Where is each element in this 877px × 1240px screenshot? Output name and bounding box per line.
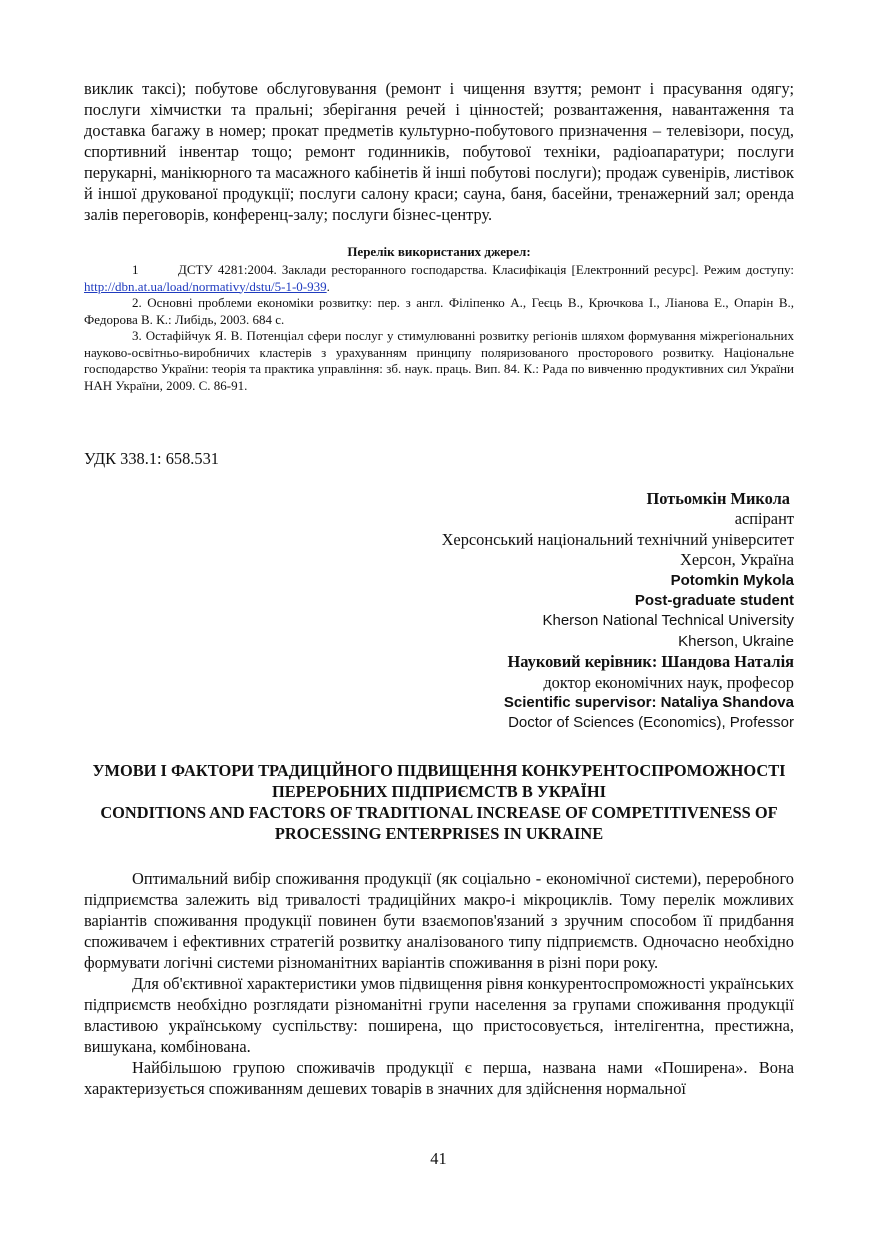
- author-position-en: Post-graduate student: [634, 592, 794, 610]
- reference-item-1: [84, 262, 794, 295]
- document-page: [84, 78, 794, 1099]
- body-paragraph: Найбільшою групою споживачів продукції є перша, названа нами «Поширена». Вона характеризується споживанням дешевих товарів в значних для здійснення нормальної: [84, 1057, 794, 1098]
- reference-item-3: 3. Остафійчук Я. В. Потенціал сфери послуг у стимулюванні розвитку регіонів шляхом формування міжрегіональних науково-освітньо-виробничих кластерів з урахуванням принципу поляризованого просторового розвитку. Національне господарство України: теорія та практика управління: зб. наук. праць. Вип. 84. К.: Рада по вивченню продуктивних сил України НАН України, 2009. С. 86-91.: [84, 328, 794, 393]
- reference-number: 1: [132, 262, 139, 277]
- author-city-ua: Херсон, Україна: [680, 550, 794, 570]
- supervisor-label-ua: Науковий керівник: Шандова Наталія: [507, 652, 794, 672]
- article-title-ua: УМОВИ І ФАКТОРИ ТРАДИЦІЙНОГО ПІДВИЩЕННЯ КОНКУРЕНТОСПРОМОЖНОСТІ ПЕРЕРОБНИХ ПІДПРИЄМСТВ В УКРАЇНІ: [92, 760, 786, 801]
- article-title-en: CONDITIONS AND FACTORS OF TRADITIONAL INCREASE OF COMPETITIVENESS OF PROCESSING ENTERPRISES IN UKRAINE: [100, 802, 778, 843]
- author-block: [84, 489, 794, 734]
- page-number: 41: [430, 1149, 447, 1168]
- author-name-ua: Потьомкін Микола: [646, 489, 790, 508]
- author-name-en: Potomkin Mykola: [670, 571, 794, 589]
- supervisor-degree-ua: доктор економічних наук, професор: [543, 672, 794, 692]
- supervisor-degree-en: Doctor of Sciences (Economics), Professor: [508, 714, 794, 732]
- udk-code: УДК 338.1: 658.531: [84, 449, 219, 468]
- supervisor-label-en: Scientific supervisor: Nataliya Shandova: [503, 694, 794, 712]
- reference-text: ДСТУ 4281:2004. Заклади ресторанного господарства. Класифікація [Електронний ресурс]. Режим доступу:: [178, 262, 794, 277]
- reference-item-2: 2. Основні проблеми економіки розвитку: пер. з англ. Філіпенко А., Геєць В., Крючкова І., Ліанова Е., Опарін В., Федорова В. К.: Либідь, 2003. 684 с.: [84, 295, 794, 327]
- reference-tail: .: [326, 278, 330, 294]
- body-paragraph: Для об'єктивної характеристики умов підвищення рівня конкурентоспроможності українських підприємств необхідно розглядати різноманітні групи населення за групами споживання продукції властивою українському суспільству: поширена, що пристосовується, інтелігентна, престижна, вишукана, комбінована.: [84, 973, 794, 1056]
- author-university-en: Kherson National Technical University: [542, 612, 794, 630]
- author-university-ua: Херсонський національний технічний університет: [441, 529, 794, 549]
- author-city-en: Kherson, Ukraine: [678, 632, 794, 650]
- body-paragraph: Оптимальний вибір споживання продукції (як соціально - економічної системи), переробного підприємства залежить від тривалості традиційних макро-і мікроциклів. Тому перелік можливих варіантів споживання продукції повинен бути взаємопов'язаний з зручним способом її придбання споживачем і ефективних стратегій розвитку аналізованого типу підприємств. Одночасно необхідно формувати логічні системи різноманітних варіантів споживання в різні пори року.: [84, 868, 794, 972]
- references-title: Перелік використаних джерел:: [347, 244, 531, 259]
- continued-paragraph: виклик таксі); побутове обслуговування (ремонт і чищення взуття; ремонт і прасування одягу; послуги хімчистки та пральні; зберігання речей і цінностей; розвантаження, навантаження та доставка багажу в номер; прокат предметів культурно-побутового призначення – телевізори, посуд, спортивний інвентар тощо; ремонт годинників, побутової техніки, радіоапаратури; послуги перукарні, манікюрного та масажного кабінетів й інші побутові послуги); продаж сувенірів, листівок й іншої друкованої продукції; послуги салону краси; сауна, баня, басейни, тренажерний зал; оренда залів переговорів, конференц-залу; послуги бізнес-центру.: [84, 79, 794, 224]
- article-body: [84, 868, 794, 1099]
- article-title: [84, 760, 794, 844]
- reference-link[interactable]: http://dbn.at.ua/load/normativy/dstu/5-1-0-939: [84, 278, 327, 294]
- author-position-ua: аспірант: [734, 509, 794, 529]
